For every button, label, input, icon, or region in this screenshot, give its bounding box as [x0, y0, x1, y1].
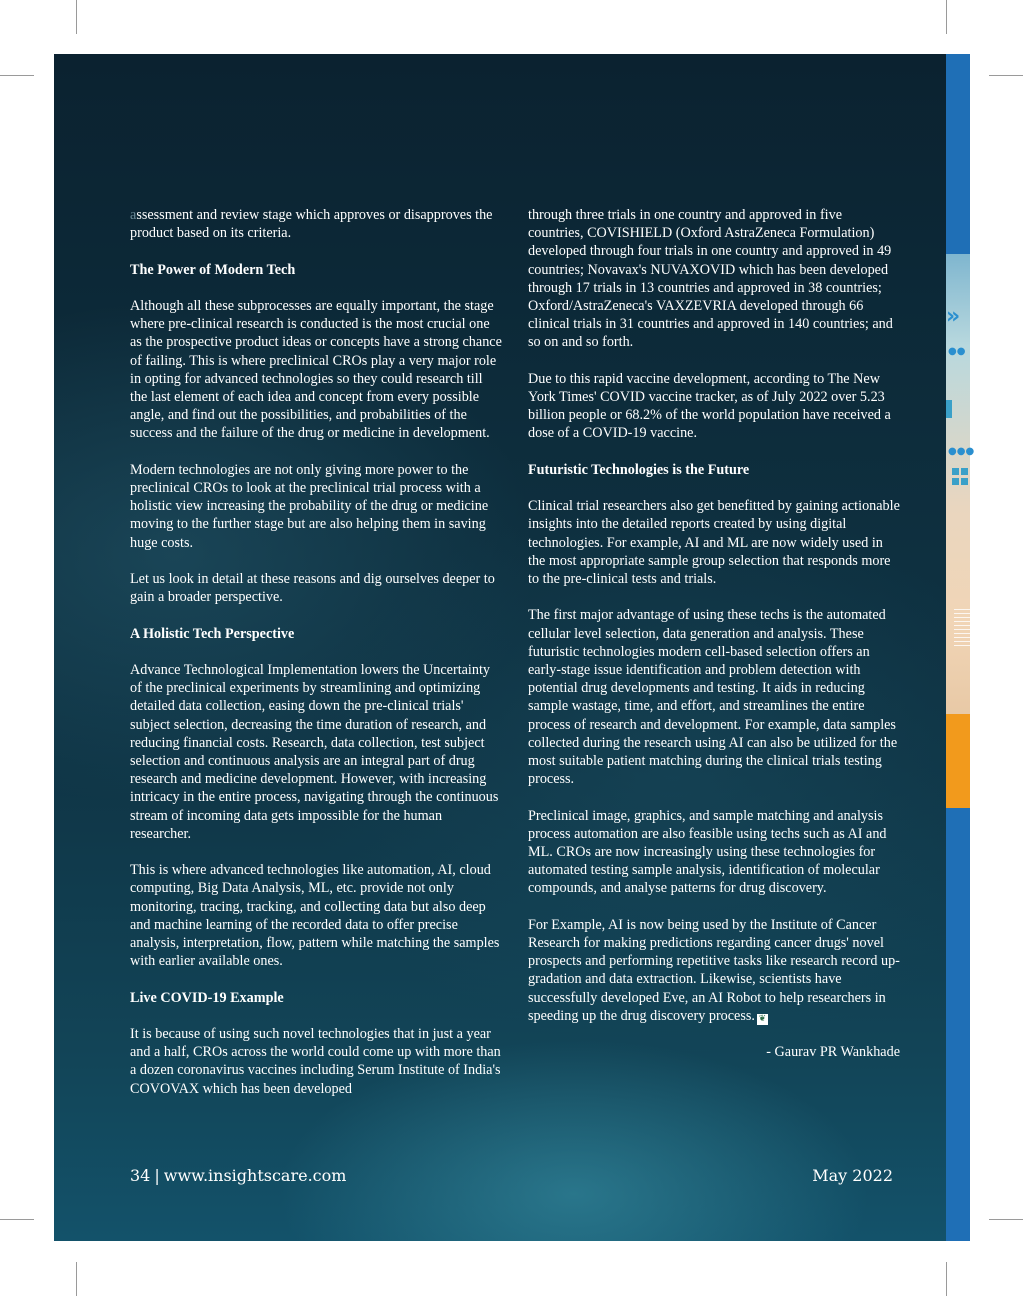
paragraph: Modern technologies are not only giving more power to the preclinical CROs to look at the preclinical trial process with a holistic view increasing the probability of the drug or medicine moving to the further stage but are also helping them in saving huge costs.	[130, 461, 489, 551]
paragraph: Preclinical image, graphics, and sample matching and analysis process automation are also feasible using techs such as AI and ML. CROs are now increasingly using these technologies for automated testing sample analysis, identification of molecular compounds, and analyse patterns for drug discovery.	[528, 807, 887, 897]
issue-date: May 2022	[812, 1166, 893, 1185]
intro-paragraph: assessment and review stage which approves or disapproves the product based on its criteria.	[130, 207, 493, 242]
footer-page-info	[130, 1166, 346, 1186]
paragraph: It is because of using such novel technologies that in just a year and a half, CROs across the world could come up with more than a dozen coronavirus vaccines including Serum Institute of India's COVOVAX which has been developed	[130, 1026, 501, 1097]
paragraph: Advance Technological Implementation lowers the Uncertainty of the preclinical experiments by streamlining and optimizing detailed data collection, easing down the pre-clinical trials' subject selection, decreasing the time duration of research, and reducing financial costs. Research, data collection, test subject selection and continuous analysis are an integral part of drug research and medicine development. However, with increasing intricacy in the entire process, navigating through the continuous stream of incoming data gets impossible for the human researcher.	[130, 661, 499, 842]
crop-mark	[0, 1219, 34, 1220]
section-heading-covid: Live COVID-19 Example	[130, 989, 284, 1006]
crop-mark	[989, 1219, 1023, 1220]
paragraph: Let us look in detail at these reasons and dig ourselves deeper to gain a broader perspective.	[130, 571, 495, 606]
dots-icon: ●●	[948, 346, 966, 357]
closing-paragraph: For Example, AI is now being used by the Institute of Cancer Research for making predictions regarding cancer drugs' novel prospects and performing repetitive tasks like research record up-gradation and data extraction. Likewise, scientists have successfully developed Eve, an AI Robot to help researchers in speeding up the drug discovery process. ❦	[528, 916, 900, 1024]
paragraph: The first major advantage of using these techs is the automated cellular level selection, data generation and analysis. These futuristic technologies modern cell-based selection offers an early-stage issue identification and problem detection with potential drug developments and testing. It aids in reducing sample wastage, time, and effort, and streamlines the entire process of research and development. For example, data samples collected during the research using AI can also be utilized for the most suitable patient matching during the clinical trials testing process.	[528, 607, 898, 788]
author-byline: - Gaurav PR Wankhade	[766, 1044, 900, 1061]
crop-mark	[946, 0, 947, 34]
section-heading-future: Futuristic Technologies is the Future	[528, 461, 750, 478]
section-heading-holistic: A Holistic Tech Perspective	[130, 625, 295, 642]
paragraph: This is where advanced technologies like automation, AI, cloud computing, Big Data Analysis, ML, etc. provide not only monitoring, tracing, tracking, and collecting data but also deep and machine learning of the recorded data to offer precise analysis, interpretation, flow, pattern while matching the samples with earlier available ones.	[130, 862, 500, 970]
paragraph: Although all these subprocesses are equally important, the stage where pre-clinical research is conducted is the most crucial one as the prospective product ideas or concepts have a strong chance of failing. This is where preclinical CROs play a very major role in opting for advanced technologies so they could research till the last element of each idea and concept from every possible angle, and find out the possibilities, and probabilities of the success and the failure of the drug or medicine in development.	[130, 297, 502, 442]
magazine-page	[54, 54, 975, 1241]
footer-separator: |	[154, 1166, 160, 1185]
crop-mark	[989, 75, 1023, 76]
crop-mark	[76, 0, 77, 34]
chevrons-icon: ››	[946, 304, 957, 329]
dots-icon: ●●●	[948, 446, 975, 457]
decorative-side-strip	[946, 54, 975, 1241]
website-link[interactable]: www.insightscare.com	[163, 1166, 347, 1185]
page-number: 34	[130, 1166, 151, 1185]
crop-mark	[946, 1262, 947, 1296]
paragraph: Clinical trial researchers also get benefitted by gaining actionable insights into the detailed reports created by using digital technologies. For example, AI and ML are now widely used in the most appropriate sample group selection that responds more to the pre-clinical tests and trials.	[528, 498, 900, 588]
article-column-right	[528, 206, 900, 1080]
crop-mark	[0, 75, 34, 76]
crop-mark	[76, 1262, 77, 1296]
section-heading-power: The Power of Modern Tech	[130, 261, 296, 278]
paragraph: through three trials in one country and approved in five countries, COVISHIELD (Oxford AstraZeneca Formulation) developed through four trials in one country and approved in 49 countries; Novavax's NUVAXOVID which has been developed through 17 trials in 13 countries and approved in 38 countries; Oxford/AstraZeneca's VAXZEVRIA developed through 66 clinical trials in 31 countries and approved in 140 countries; and so on and so forth.	[528, 207, 893, 351]
article-column-left	[130, 206, 502, 1116]
drop-cap: a	[130, 207, 137, 223]
paragraph: Due to this rapid vaccine development, according to The New York Times' COVID vaccine tracker, as of July 2022 over 5.23 billion people or 68.2% of the world population have received a dose of a COVID-19 vaccine.	[528, 370, 891, 442]
decorative-lines	[954, 609, 970, 649]
leaf-icon: ❦	[758, 1013, 767, 1024]
